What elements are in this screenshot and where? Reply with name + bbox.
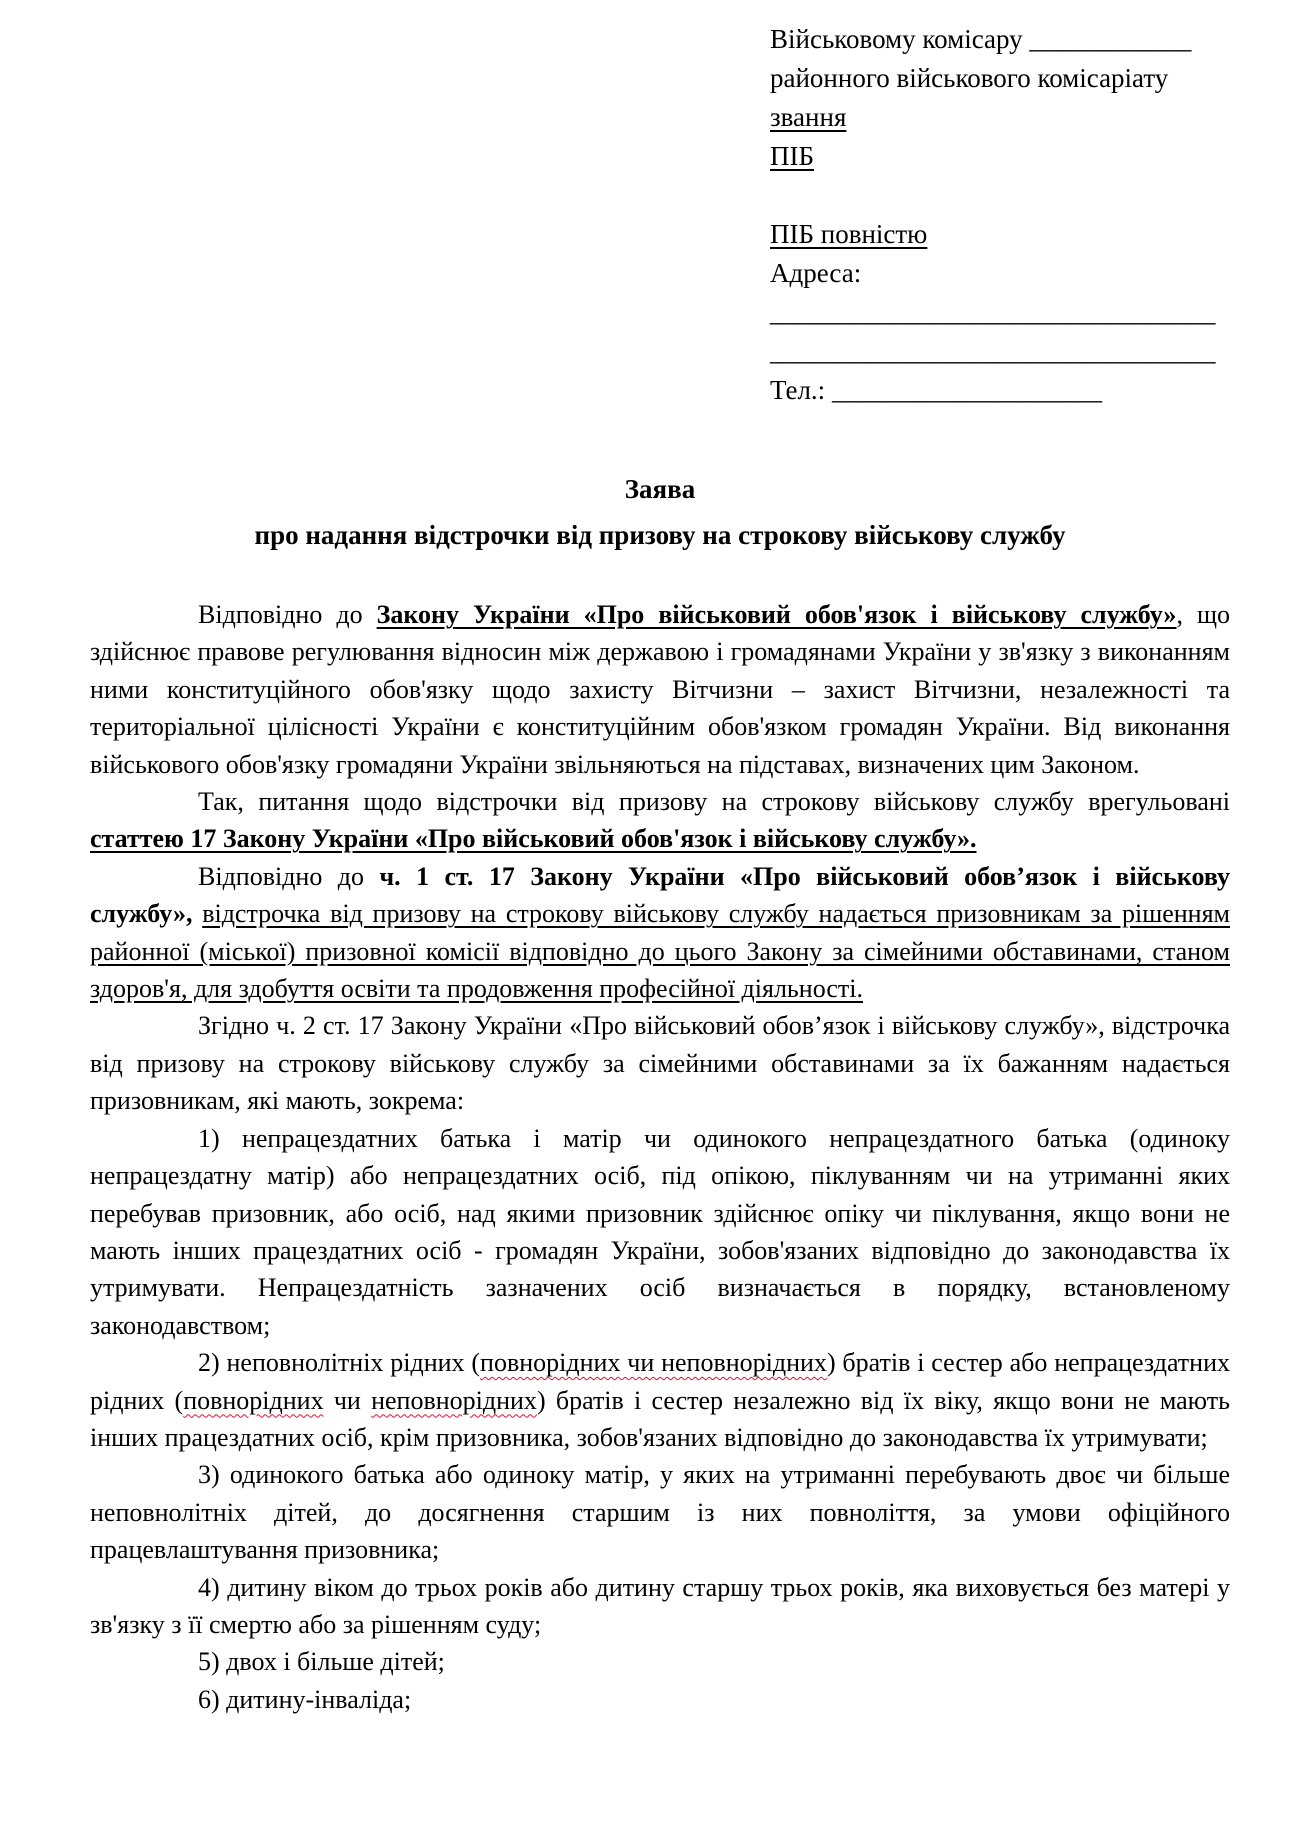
list-item-6 [90,1681,1230,1718]
text-run: Згідно ч. 2 ст. 17 Закону України «Про військовий обов’язок і військову службу», відстрочка від призову на строкову військову службу за сімейними обставинами за їх бажанням надається призовникам, які мають, зокрема: [90,1011,1230,1116]
emphasized-law-reference: звання [770,102,847,132]
addressee-line [770,215,1232,254]
emphasized-law-reference: ПІБ повністю [770,219,928,249]
text-run: Військовому комісару [770,24,1030,54]
text-run: ) братів і сестер або непрацездатних рідних ( [90,1348,1230,1415]
text-run: 6) дитину-інваліда; [198,1684,412,1714]
text-run: ____________________ [831,375,1102,405]
paragraph-part2-article-17 [90,1007,1230,1119]
list-item-1 [90,1120,1230,1344]
text-run: 3) одинокого батька або одиноку матір, у яких на утриманні перебувають двоє чи більше неповнолітніх дітей, до досягнення старшим із них повноліття, за умови офіційного працевлаштування призовника; [90,1460,1230,1565]
text-run: чи [323,1385,372,1415]
paragraph-part1-article-17 [90,858,1230,1008]
document-title [90,466,1230,558]
addressee-line [770,254,1232,293]
text-run: _________________________________ [770,336,1216,366]
addressee-line [770,293,1232,332]
paragraph-legal-basis [90,596,1230,783]
addressee-line [770,20,1232,59]
text-run: _________________________________ [770,297,1216,327]
text-run: 1) непрацездатних батька і матір чи одинокого непрацездатного батька (одиноку непрацездатну матір) або непрацездатних осіб, під опікою, піклуванням чи на утриманні яких перебував призовник, або осіб, над якими призовник здійснює опіку чи піклування, якщо вони не мають інших працездатних осіб - громадян України, зобов'язаних відповідно до законодавства їх утримувати. Непрацездатність зазначених осіб визначається в порядку, встановленому законодавством; [90,1123,1230,1340]
document-body [90,596,1230,1718]
emphasized-law-reference: ПІБ [770,141,814,171]
text-run: Тел.: [770,375,832,405]
spellcheck-flagged-text: неповнорідних [371,1385,537,1415]
text-run: ) братів і сестер незалежно від їх віку, якщо вони не мають інших працездатних осіб, крім призовника, зобов'язаних відповідно до законодавства їх утримувати; [90,1385,1230,1452]
emphasized-law-reference: ч. 1 ст. 17 Закону України «Про військовий обов’язок і військову службу», [90,861,1230,929]
text-run: Адреса: [770,258,862,288]
addressee-line [770,176,1232,215]
addressee-line [770,332,1232,371]
spellcheck-flagged-text: повнорідних чи неповнорідних [480,1348,827,1378]
emphasized-law-reference: статтею 17 Закону України «Про військовий обов'язок і військову службу». [90,824,977,854]
addressee-block [770,20,1232,410]
spellcheck-flagged-text: повнорідних [183,1385,324,1415]
text-run [192,899,202,928]
text-run: Відповідно до [198,600,377,629]
title-line-1: Заява [624,474,696,504]
addressee-line [770,371,1232,410]
addressee-line [770,137,1232,176]
text-run: районного військового комісаріату [770,63,1169,93]
list-item-4 [90,1569,1230,1644]
title-line-2: про надання відстрочки від призову на строкову військову службу [254,520,1066,550]
text-run: Так, питання щодо відстрочки від призову на строкову військову службу врегульовані [198,787,1230,817]
emphasized-law-reference: відстрочка від призову на строкову військову службу надається призовникам за рішенням районної (міської) призовної комісії відповідно до цього Закону за сімейними обставинами, станом здоров'я, для здобуття освіти та продовження професійної діяльності. [90,899,1230,1004]
list-item-5 [90,1643,1230,1680]
text-run: , що здійснює правове регулювання відносин між державою і громадянами України у зв'язку з виконанням ними конституційного обов'язку щодо захисту Вітчизни – захист Вітчизни, незалежності та територіальної цілісності України є конституційним обов'язком громадян України. Від виконання військового обов'язку громадяни України звільняються на підставах, визначених цим Законом. [90,600,1230,779]
text-run: 5) двох і більше дітей; [198,1647,445,1677]
text-run: 4) дитину віком до трьох років або дитину старшу трьох років, яка виховується без матері у зв'язку з її смертю або за рішенням суду; [90,1572,1230,1639]
addressee-line [770,98,1232,137]
emphasized-law-reference: Закону України «Про військовий обов'язок і військову службу» [376,600,1177,629]
text-run: ____________ [1029,24,1192,54]
paragraph-article-17 [90,783,1230,858]
list-item-2 [90,1344,1230,1456]
addressee-line [770,59,1232,98]
text-run: 2) неповнолітніх рідних ( [198,1348,481,1378]
text-run: Відповідно до [198,861,380,891]
list-item-3 [90,1456,1230,1568]
